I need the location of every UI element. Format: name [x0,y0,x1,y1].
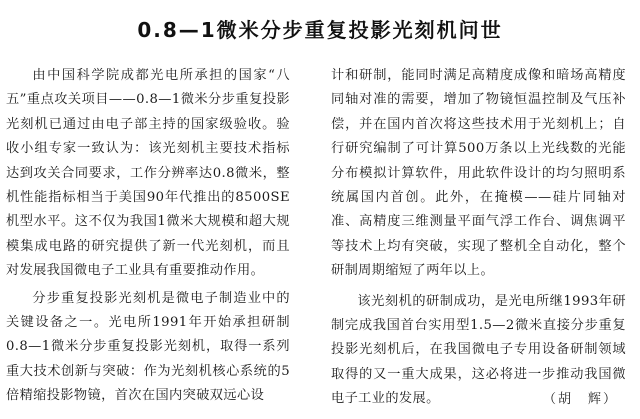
paragraph-2-continued: 计和研制，能同时满足高精度成像和暗场高精度同轴对准的需要，增加了物镜恒温控制及气压补偿，并在国内首次将这些技术用于光刻机上；自行研究编制了可计算500万条以上光线数的光能分布模拟计算软件，用此软件设计的均匀照明系统属国内首创。此外，在掩模——硅片同轴对准、高精度三维测量平面气浮工作台、调焦调平等技术上均有突破，实现了整机全自动化，整个研制周期缩短了两年以上。 [331,68,626,279]
paragraph-2-start: 分步重复投影光刻机是微电子制造业中的关键设备之一。光电所1991年开始承担研制0.8—1微米分步重复投影光刻机，取得一系列重大技术创新与突破：作为光刻机核心系统的5倍精缩投影物镜，首次在国内突破双远心设 [6,290,290,404]
left-column [6,64,290,412]
right-column [331,64,626,418]
paragraph-3: 该光刻机的研制成功，是光电所继1993年研制完成我国首台实用型1.5—2微米直接分步重复投影光刻机后，在我国微电子专用设备研制领域取得的又一重大成果，这必将进一步推动我国微电子工业的发展。 [331,293,626,407]
paragraph-1: 由中国科学院成都光电所承担的国家“八五”重点攻关项目——0.8—1微米分步重复投影光刻机已通过由电子部主持的国家级验收。验收小组专家一致认为：该光刻机主要技术指标达到攻关合同要求，工作分辨率达0.8微米，整机性能指标相当于美国90年代推出的8500SE机型水平。这不仅为我国1微米大规模和超大规模集成电路的研究提供了新一代光刻机，而且对发展我国微电子工业具有重要推动作用。 [6,68,290,279]
article-title: 0.8—1微米分步重复投影光刻机问世 [137,18,503,42]
author-signature: （胡 辉） [542,392,618,407]
